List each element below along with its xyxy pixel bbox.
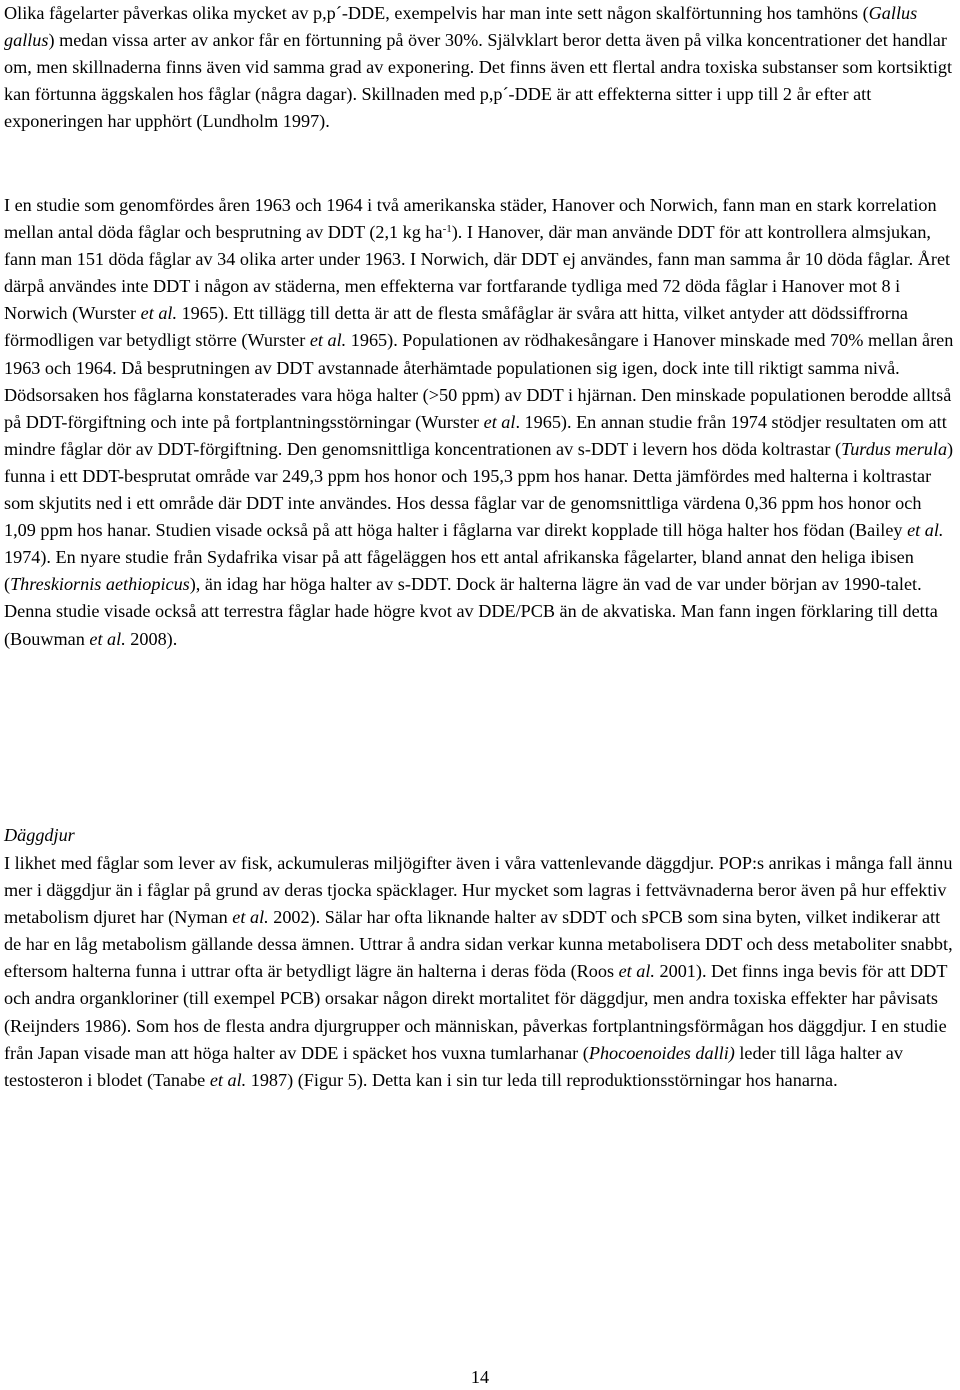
text-span: Olika fågelarter påverkas olika mycket av p,p´-DDE, exempelvis har man inte sett någon skalförtunning hos tamhöns (: [4, 3, 869, 23]
text-span: I likhet med fåglar som lever av fisk, ackumuleras miljögifter även i våra vattenlevande däggdjur. POP:s anrikas i många fall ännu mer i däggdjur än i fåglar på grund av deras tjocka späcklager. Hur mycket som lagras i fettvävnaderna beror även på hur effektiv metabolism djuret har (Nyman: [4, 853, 953, 928]
text-span: 2008).: [125, 628, 178, 649]
section-heading-daggdjur: Däggdjur: [4, 825, 75, 845]
text-span: ) medan vissa arter av ankor får en förtunning på över 30%. Självklart beror detta även på vilka koncentrationer det handlar om, men skillnaderna finns även vid samma grad av exponering. Det finns även ett flertal andra toxiska substanser som kortsiktigt kan förtunna äggskalen hos fåglar (några dagar). Skillnaden med p,p´-DDE är att effekterna sitter i upp till 2 år efter att exponeringen har upphört (Lundholm 1997).: [4, 30, 953, 132]
species-name-gallus: Gallus gallus: [4, 3, 918, 51]
citation-et-al: et al.: [140, 303, 178, 324]
superscript-exponent: -1: [442, 223, 452, 236]
citation-et-al: et al.: [907, 520, 944, 541]
text-span: I en studie som genomfördes åren 1963 och 1964 i två amerikanska städer, Hanover och Norwich, fann man en stark korrelation mellan antal döda fåglar och besprutning av DDT (2,1 kg ha: [4, 195, 937, 243]
text-span: ). I Hanover, där man använde DDT för att kontrollera almsjukan, fann man 151 döda fåglar av 34 olika arter under 1963. I Norwich, där DDT ej användes, fann man samma år 10 döda fåglar. Året därpå användes inte DDT i någon av städerna, men effekterna var fortfarande tydliga med 72 döda fåglar i Hanover mot 8 i Norwich (Wurster: [4, 222, 951, 324]
text-span: 2001). Det finns inga bevis för att DDT och andra organkloriner (till exempel PCB) orsakar någon direkt mortalitet för däggdjur, men andra toxiska effekter har påvisats (Reijnders 1986). Som hos de flesta andra djurgrupper och människan, påverkas fortplantningsförmågan hos däggdjur. I en studie från Japan visade man att höga halter av DDE i späcket hos vuxna tumlarhanar (: [4, 961, 948, 1063]
species-name-turdus: Turdus merula: [841, 438, 948, 459]
text-span: . 1965). En annan studie från 1974 stödjer resultaten om att mindre fåglar dör av DDT-förgiftning. Den genomsnittliga koncentrationen av s-DDT i levern hos döda koltrastar (: [4, 411, 947, 459]
text-span: 1965). Ett tillägg till detta är att de flesta småfåglar är svåra att hitta, vilket antyder att dödssiffrorna förmodligen var betydligt större (Wurster: [4, 303, 908, 351]
citation-et-al: et al.: [618, 961, 655, 982]
species-name-phocoenoides: Phocoenoides dalli): [588, 1042, 735, 1063]
text-span: 2002). Sälar har ofta liknande halter av sDDT och sPCB som sina byten, vilket indikerar att de har en låg metabolism gällande dessa ämnen. Uttrar å andra sidan verkar kunna metabolisera DDT och dess metaboliter snabbt, eftersom halterna funna i uttrar ofta är betydligt lägre än halterna i deras föda (Roos: [4, 907, 953, 982]
text-span: 1987) (Figur 5). Detta kan i sin tur leda till reproduktionsstörningar hos hanarna.: [246, 1069, 838, 1090]
text-span: 1974). En nyare studie från Sydafrika visar på att fågeläggen hos ett antal afrikanska fågelarter, bland annat den heliga ibisen (: [4, 547, 914, 595]
citation-et-al: et al.: [309, 330, 347, 351]
paragraph-bird-eggshell-thinning: [4, 0, 956, 135]
citation-et-al: et al.: [232, 907, 269, 928]
citation-et-al: et al.: [209, 1069, 247, 1090]
paragraph-hanover-norwich-study: [4, 192, 956, 653]
text-span: 1965). Populationen av rödhakesångare i Hanover minskade med 70% mellan åren 1963 och 1964. Då besprutningen av DDT avstannade återhämtade populationen sig igen, dock inte till riktigt samma nivå. Dödsorsaken hos fåglarna konstaterades vara höga halter (>50 ppm) av DDT i hjärnan. Den minskade populationen berodde alltså på DDT-förgiftning och inte på fortplantningsstörningar (Wurster: [4, 330, 954, 432]
paragraph-mammals: [4, 850, 956, 1094]
citation-et-al: et al: [483, 411, 516, 432]
text-span: leder till låga halter av testosteron i blodet (Tanabe: [4, 1042, 903, 1090]
page-number: 14: [470, 1367, 490, 1387]
species-name-threskiornis: Threskiornis aethiopicus: [10, 574, 190, 595]
text-span: ) funna i ett DDT-besprutat område var 249,3 ppm hos honor och 195,3 ppm hos hanar. Detta jämfördes med halterna i koltrastar som skjutits ned i ett område där DDT inte användes. Hos dessa fåglar var de genomsnittliga värdena 0,36 ppm hos honor och 1,09 ppm hos hanar. Studien visade också på att höga halter i fåglarna var direkt kopplade till höga halter hos födan (Bailey: [4, 438, 954, 541]
citation-et-al: et al.: [89, 628, 126, 649]
text-span: ), än idag har höga halter av s-DDT. Dock är halterna lägre än vad de var under början av 1990-talet. Denna studie visade också att terrestra fåglar hade högre kvot av DDE/PCB än de akvatiska. Man fann ingen förklaring till detta (Bouwman: [4, 574, 938, 649]
